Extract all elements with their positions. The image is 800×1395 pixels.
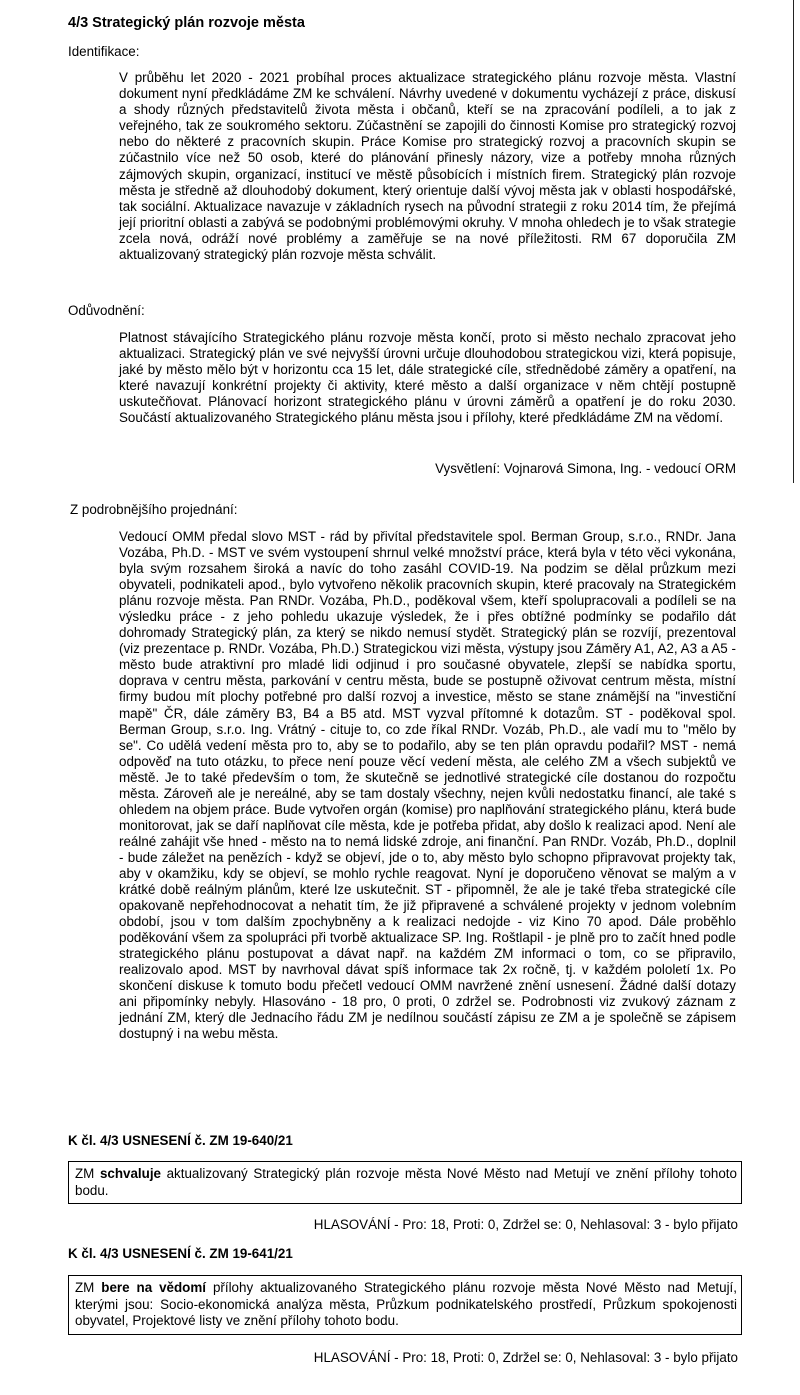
resolution-1-text: aktualizovaný Strategický plán rozvoje města Nové Město nad Metují ve znění přílohy tohoto bodu.: [75, 1166, 737, 1198]
resolution-2-title: K čl. 4/3 USNESENÍ č. ZM 19-641/21: [68, 1246, 293, 1261]
margin-divider: [793, 0, 794, 483]
resolution-2-text: přílohy aktualizovaného Strategického plánu rozvoje města Nové Město nad Metují, kterými jsou: Socio-ekonomická analýza města, Průzkum podnikatelského prostředí, Průzkum spokojenosti obyvatel, Projektové listy ve znění přílohy tohoto bodu.: [75, 1280, 737, 1328]
resolution-1-verb: schvaluje: [99, 1166, 161, 1181]
resolution-1-vote: HLASOVÁNÍ - Pro: 18, Proti: 0, Zdržel se: 0, Nehlasoval: 3 - bylo přijato: [313, 1217, 738, 1232]
discussion-label: Z podrobnějšího projednání:: [70, 502, 238, 517]
resolution-2-prefix: ZM: [75, 1280, 95, 1295]
resolution-2-vote: HLASOVÁNÍ - Pro: 18, Proti: 0, Zdržel se: 0, Nehlasoval: 3 - bylo přijato: [313, 1350, 738, 1365]
justification-text: Platnost stávajícího Strategického plánu rozvoje města končí, proto si město nechalo zpracovat jeho aktualizaci. Strategický plán ve své nejvyšší úrovni určuje dlouhodobou strategickou vizi, která popisuje, jaké by město mělo být v horizontu cca 15 let, dále strategické cíle, střednědobé záměry a opatření, na které navazují konkrétní projekty či aktivity, které město a další organizace v něm chtějí postupně uskutečňovat. Plánovací horizont strategického plánu v úrovni záměrů a opatření je do roku 2030. Součástí aktualizovaného Strategického plánu města jsou i přílohy, které předkládáme ZM na vědomí.: [119, 330, 736, 426]
identification-label: Identifikace:: [68, 44, 140, 59]
explained-by: Vysvětlení: Vojnarová Simona, Ing. - vedoucí ORM: [435, 461, 736, 476]
resolution-1-box: [68, 1161, 742, 1204]
section-heading: 4/3 Strategický plán rozvoje města: [68, 15, 305, 31]
resolution-2-box: [68, 1275, 742, 1335]
identification-text: V průběhu let 2020 - 2021 probíhal proces aktualizace strategického plánu rozvoje města. Vlastní dokument nyní předkládáme ZM ke schválení. Návrhy uvedené v dokumentu vycházejí z práce, diskusí a shody různých představitelů života města i občanů, kteří se na zpracování podíleli, a to jak z veřejného, tak ze soukromého sektoru. Zúčastnění se zapojili do činnosti Komise pro strategický rozvoj nebo do některé z pracovních skupin. Práce Komise pro strategický rozvoj a pracovních skupin se zúčastnilo více než 50 osob, které do plánování přinesly názory, vize a potřeby mnoha různých zájmových skupin, organizací, institucí ve městě působících i místních firem. Strategický plán rozvoje města je středně až dlouhodobý dokument, který orientuje další vývoj města jak v oblasti hospodářské, tak sociální. Aktualizace navazuje v základních rysech na původní strategii z roku 2014 tím, že přejímá její prioritní oblasti a zabývá se podobnými problémovými okruhy. V mnoha ohledech je to však strategie zcela nová, odráží nové problémy a zaměřuje se na nové příležitosti. RM 67 doporučila ZM aktualizovaný strategický plán rozvoje města schválit.: [119, 70, 736, 263]
resolution-2-verb: bere na vědomí: [101, 1280, 206, 1295]
justification-label: Odůvodnění:: [68, 303, 145, 318]
discussion-text: Vedoucí OMM předal slovo MST - rád by přivítal představitele spol. Berman Group, s.r.o., RNDr. Jana Vozába, Ph.D. - MST ve svém vystoupení shrnul velké množství práce, která byla v této věci vykonána, byla svým rozsahem široká a navíc do toho zasáhl COVID-19. Na podzim se dělal průzkum mezi obyvateli, podnikateli apod., bylo vytvořeno několik pracovních skupin, které pracovaly na Strategickém plánu rozvoje města. Pan RNDr. Vozába, Ph.D., poděkoval všem, kteří spolupracovali a podíleli se na výsledku práce - z jeho pohledu ukazuje výsledek, že i přes obtížné podmínky se podařilo dát dohromady Strategický plán, za který se nikdo nemusí stydět. Strategický plán se rozvíjí, prezentoval (viz prezentace p. RNDr. Vozába, Ph.D.) Strategickou vizi města, výstupy jsou Záměry A1, A2, A3 a A5 - město bude atraktivní pro mladé lidi odjinud i pro současné obyvatele, zlepší se nabídka sportu, doprava v centru města, parkování v centru města, bude se postupně oživovat centrum města, místní firmy budou mít plochy potřebné pro další rozvoj a investice, město se stane známější na "investiční mapě" ČR, dále záměry B3, B4 a B5 atd. MST vyzval přítomné k dotazům. ST - poděkoval spol. Berman Group, s.r.o. Ing. Vrátný - cituje to, co zde říkal RNDr. Vozáb, Ph.D., ale vadí mu to "mělo by se". Co udělá vedení města pro to, aby se to podařilo, aby se ten plán opravdu podařil? MST - nemá odpověď na tuto otázku, to přece není pouze věcí vedení města, ale celého ZM a všech subjektů ve městě. Je to také především o tom, že skutečně se jednotlivé strategické cíle dostanou do rozpočtu města. Zároveň ale je nereálné, aby se tam dostaly všechny, nejen kvůli nedostatku financí, ale také s ohledem na objem práce. Bude vytvořen orgán (komise) pro naplňování strategického plánu, která bude monitorovat, jak se daří naplňovat cíle města, kde je potřeba přidat, aby došlo k realizaci apod. Není ale reálné zahájit vše hned - město na to nemá lidské zdroje, ani finanční. Pan RNDr. Vozáb, Ph.D., doplnil - bude záležet na penězích - když se objeví, jde o to, aby město bylo schopno připravovat projekty tak, aby v okamžiku, kdy se objeví, se mohlo rychle reagovat. Nyní je doporučeno věnovat se malým a v krátké době reálným plánům, které lze uskutečnit. ST - připomněl, že ale je také třeba strategické cíle opakovaně nepřehodnocovat a nehatit tím, že již připravené a schválené projekty v jednom volebním období, jsou v tom dalším zpochybněny a k realizaci nedojde - viz Kino 70 apod. Dále proběhlo poděkování všem za spolupráci při tvorbě aktualizace SP. Ing. Roštlapil - je plně pro to začít hned podle strategického plánu postupovat a dávat např. na každém ZM informaci o tom, co se připravilo, realizovalo apod. MST by navrhoval dávat spíš informace tak 2x ročně, tj. v každém pololetí 1x. Po skončení diskuse k tomuto bodu přečetl vedoucí OMM navržené znění usnesení. Žádné další dotazy ani připomínky nebyly. Hlasováno - 18 pro, 0 proti, 0 zdržel se. Podrobnosti viz zvukový záznam z jednání ZM, který dle Jednacího řádu ZM je nedílnou součástí zápisu ze ZM a je společně se zápisem dostupný i na webu města.: [119, 529, 736, 1042]
resolution-1-prefix: ZM: [75, 1166, 95, 1181]
resolution-1-title: K čl. 4/3 USNESENÍ č. ZM 19-640/21: [68, 1133, 293, 1148]
